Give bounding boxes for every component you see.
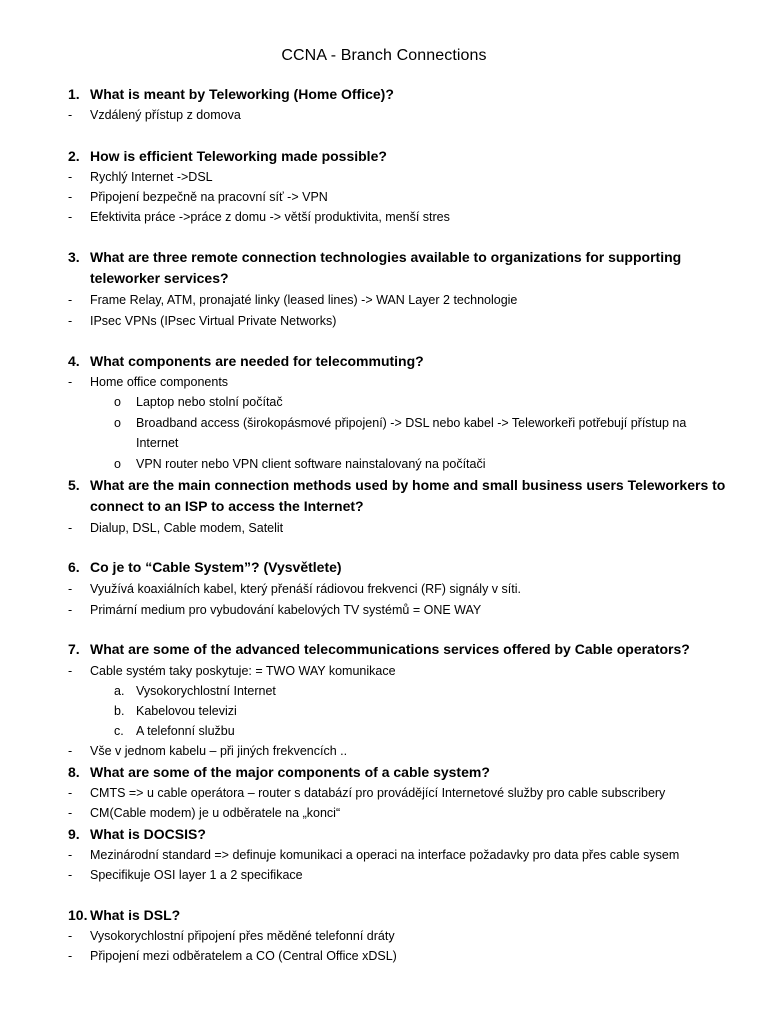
- bullet-text: Připojení mezi odběratelem a CO (Central Office xDSL): [90, 949, 397, 963]
- question-10: [68, 905, 738, 926]
- question-number: 6.: [68, 559, 80, 575]
- bullet-text: Mezinárodní standard => definuje komunikaci a operaci na interface požadavky pro data přes cable sysem: [90, 848, 680, 862]
- bullet-text: Specifikuje OSI layer 1 a 2 specifikace: [90, 868, 303, 882]
- sub-item-marker: o: [114, 416, 121, 430]
- bullet-text: Dialup, DSL, Cable modem, Satelit: [90, 521, 284, 535]
- bullet-marker: -: [68, 806, 73, 820]
- question-text: How is efficient Teleworking made possible?: [90, 148, 387, 164]
- bullet-marker: -: [68, 868, 73, 882]
- sub-item-text: Kabelovou televizi: [136, 704, 237, 718]
- bullet: [68, 600, 708, 620]
- sub-item-marker: b.: [114, 704, 125, 718]
- question-3: [68, 247, 738, 289]
- question-6: [68, 557, 738, 578]
- bullet: [68, 579, 708, 599]
- bullet-marker: -: [68, 848, 73, 862]
- bullet-marker: -: [68, 664, 73, 678]
- bullet-text: Cable systém taky poskytuje: = TWO WAY komunikace: [90, 664, 396, 678]
- bullet-marker: -: [68, 521, 73, 535]
- bullet-text: Primární medium pro vybudování kabelových TV systémů = ONE WAY: [90, 603, 482, 617]
- question-number: 5.: [68, 477, 80, 493]
- sub-item-marker: c.: [114, 724, 124, 738]
- bullet-marker: -: [68, 314, 73, 328]
- bullet: [68, 105, 708, 125]
- question-number: 9.: [68, 826, 80, 842]
- bullet-text: Využívá koaxiálních kabel, který přenáší rádiovou frekvenci (RF) signály v síti.: [90, 582, 521, 596]
- bullet-text: Efektivita práce ->práce z domu -> větší produktivita, menší stres: [90, 210, 450, 224]
- sub-item: [114, 413, 714, 453]
- question-1: [68, 84, 738, 105]
- bullet: [68, 926, 708, 946]
- bullet-marker: -: [68, 375, 73, 389]
- bullet-text: CMTS => u cable operátora – router s databází pro provádějící Internetové služby pro cable subscribery: [90, 786, 666, 800]
- bullet-text: Připojení bezpečně na pracovní síť -> VPN: [90, 190, 328, 204]
- bullet: [68, 946, 708, 966]
- bullet: [68, 372, 708, 392]
- sub-item-text: Broadband access (širokopásmové připojení) -> DSL nebo kabel -> Teleworkeři potřebují přístup na Internet: [136, 416, 687, 450]
- question-7: [68, 639, 738, 660]
- bullet: [68, 167, 708, 187]
- sub-item-text: Laptop nebo stolní počítač: [136, 395, 283, 409]
- bullet-marker: -: [68, 210, 73, 224]
- bullet-marker: -: [68, 190, 73, 204]
- question-number: 2.: [68, 148, 80, 164]
- sub-item: [114, 681, 714, 701]
- question-text: What is meant by Teleworking (Home Office)?: [90, 86, 394, 102]
- bullet: [68, 518, 708, 538]
- question-5: [68, 475, 738, 517]
- bullet: [68, 865, 708, 885]
- question-2: [68, 146, 738, 167]
- bullet: [68, 741, 708, 761]
- question-8: [68, 762, 738, 783]
- document-title: CCNA - Branch Connections: [281, 47, 487, 64]
- question-text: What are some of the advanced telecommunications services offered by Cable operators?: [90, 641, 690, 657]
- sub-item: [114, 701, 714, 721]
- question-number: 3.: [68, 249, 80, 265]
- bullet-marker: -: [68, 293, 73, 307]
- question-4: [68, 351, 738, 372]
- bullet-text: Vysokorychlostní připojení přes měděné telefonní dráty: [90, 929, 395, 943]
- bullet: [68, 803, 708, 823]
- sub-item-text: VPN router nebo VPN client software nainstalovaný na počítači: [136, 457, 486, 471]
- bullet-marker: -: [68, 949, 73, 963]
- bullet-text: Frame Relay, ATM, pronajaté linky (leased lines) -> WAN Layer 2 technologie: [90, 293, 518, 307]
- question-text: What are three remote connection technologies available to organizations for supporting teleworker services?: [90, 249, 682, 286]
- sub-item: [114, 392, 714, 412]
- sub-item: [114, 454, 714, 474]
- bullet-marker: -: [68, 170, 73, 184]
- sub-item-marker: a.: [114, 684, 125, 698]
- bullet-marker: -: [68, 582, 73, 596]
- sub-item: [114, 721, 714, 741]
- question-number: 10.: [68, 907, 88, 923]
- question-text: Co je to “Cable System”? (Vysvětlete): [90, 559, 342, 575]
- bullet-text: Vzdálený přístup z domova: [90, 108, 241, 122]
- bullet-text: Vše v jednom kabelu – při jiných frekvencích ..: [90, 744, 348, 758]
- bullet: [68, 187, 708, 207]
- question-text: What are some of the major components of a cable system?: [90, 764, 490, 780]
- bullet: [68, 783, 708, 803]
- bullet: [68, 311, 708, 331]
- sub-item-text: A telefonní službu: [136, 724, 235, 738]
- bullet: [68, 661, 708, 681]
- bullet: [68, 845, 708, 865]
- question-number: 1.: [68, 86, 80, 102]
- bullet-marker: -: [68, 786, 73, 800]
- question-number: 4.: [68, 353, 80, 369]
- bullet-marker: -: [68, 929, 73, 943]
- bullet-text: IPsec VPNs (IPsec Virtual Private Networks): [90, 314, 337, 328]
- bullet-marker: -: [68, 603, 73, 617]
- question-text: What is DOCSIS?: [90, 826, 206, 842]
- question-text: What components are needed for telecommuting?: [90, 353, 424, 369]
- question-number: 7.: [68, 641, 80, 657]
- bullet-text: Home office components: [90, 375, 229, 389]
- sub-item-marker: o: [114, 395, 121, 409]
- sub-item-marker: o: [114, 457, 121, 471]
- bullet: [68, 207, 708, 227]
- question-text: What are the main connection methods used by home and small business users Teleworkers to connect to an ISP to access the Internet?: [90, 477, 726, 514]
- question-9: [68, 824, 738, 845]
- bullet: [68, 290, 708, 310]
- bullet-text: CM(Cable modem) je u odběratele na „konci“: [90, 806, 341, 820]
- bullet-text: Rychlý Internet ->DSL: [90, 170, 213, 184]
- bullet-marker: -: [68, 744, 73, 758]
- sub-item-text: Vysokorychlostní Internet: [136, 684, 276, 698]
- bullet-marker: -: [68, 108, 73, 122]
- question-number: 8.: [68, 764, 80, 780]
- question-text: What is DSL?: [90, 907, 181, 923]
